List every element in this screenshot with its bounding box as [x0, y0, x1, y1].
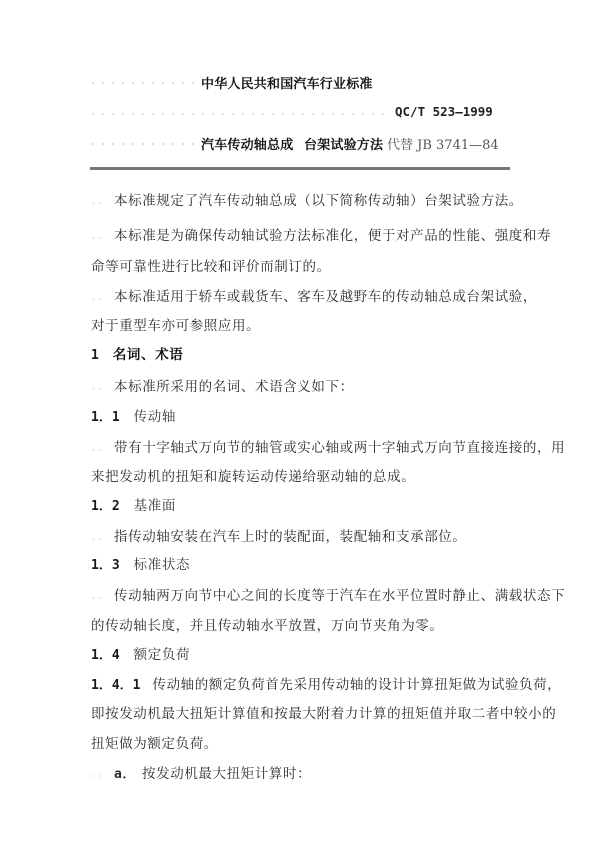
subsection-heading: [91, 494, 176, 514]
intro-line: 本标准适用于轿车或载货车、客车及越野车的传动轴总成台架试验，: [114, 289, 537, 305]
indent-marker: [90, 202, 104, 204]
indent-marker: [90, 237, 104, 239]
section-text: 本标准所采用的名词、术语含义如下：: [114, 379, 354, 395]
indent-marker: [90, 597, 104, 599]
paragraph-line: 扭矩做为额定负荷。: [91, 736, 218, 752]
paragraph-line: 来把发动机的扭矩和旋转运动传递给驱动轴的总成。: [91, 469, 416, 485]
subsection-heading: [91, 405, 176, 425]
section-title: 名词、术语: [112, 347, 184, 363]
subsection-number: 1．1: [91, 410, 120, 425]
replaces-note: 代替 JB 3741—84: [387, 138, 499, 153]
header-rule: [90, 167, 510, 170]
dotted-leader: [88, 113, 388, 115]
paragraph-line: 的传动轴长度，并且传动轴水平放置，万向节夹角为零。: [91, 618, 444, 634]
subsection-title: 传动轴: [133, 409, 176, 425]
dotted-leader: [88, 82, 196, 84]
subsection-title: 标准状态: [133, 557, 191, 573]
subsection-number: 1．2: [91, 499, 120, 514]
doc-title-part2: 台架试验方法: [304, 138, 384, 153]
clause-text: 传动轴的额定负荷首先采用传动轴的设计计算扭矩做为试验负荷，: [152, 677, 562, 693]
subsection-title: 额定负荷: [133, 647, 191, 663]
subsection-number: 1．4: [91, 648, 120, 663]
subsection-number: 1．3: [91, 558, 120, 573]
indent-marker: [90, 538, 104, 540]
subsection-heading: [91, 553, 190, 573]
intro-line: 对于重型车亦可参照应用。: [91, 318, 261, 334]
list-item-label: a．: [114, 767, 137, 782]
intro-line: 本标准是为确保传动轴试验方法标准化，便于对产品的性能、强度和寿: [114, 228, 552, 244]
section-number: 1: [91, 348, 99, 363]
dotted-leader: [88, 143, 196, 145]
clause-number: 1．4．1: [91, 678, 141, 693]
section-heading: [91, 343, 183, 363]
paragraph-line: 带有十字轴式万向节的轴管或实心轴或两十字轴式万向节直接连接的，用: [114, 440, 566, 456]
standard-code: QC/T 523—1999: [395, 104, 493, 119]
org-title: 中华人民共和国汽车行业标准: [201, 77, 373, 92]
doc-title-part1: 汽车传动轴总成: [201, 138, 294, 153]
indent-marker: [90, 388, 104, 390]
indent-marker: [90, 449, 104, 451]
paragraph-line: 指传动轴安装在汽车上时的装配面，装配轴和支承部位。: [114, 529, 467, 545]
subsection-heading: [91, 643, 190, 663]
paragraph-line: 即按发动机最大扭矩计算值和按最大附着力计算的扭矩值并取二者中较小的: [91, 706, 557, 722]
list-item: [114, 762, 311, 782]
intro-line: 命等可靠性进行比较和评价而制订的。: [91, 259, 331, 275]
indent-marker: [90, 298, 104, 300]
indent-marker: [90, 775, 104, 777]
paragraph-line: 传动轴两万向节中心之间的长度等于汽车在水平位置时静止、满载状态下: [114, 588, 566, 604]
list-item-text: 按发动机最大扭矩计算时：: [142, 766, 312, 782]
clause-line: [91, 673, 561, 693]
subsection-title: 基准面: [133, 498, 176, 514]
intro-line: 本标准规定了汽车传动轴总成（以下简称传动轴）台架试验方法。: [114, 193, 523, 209]
